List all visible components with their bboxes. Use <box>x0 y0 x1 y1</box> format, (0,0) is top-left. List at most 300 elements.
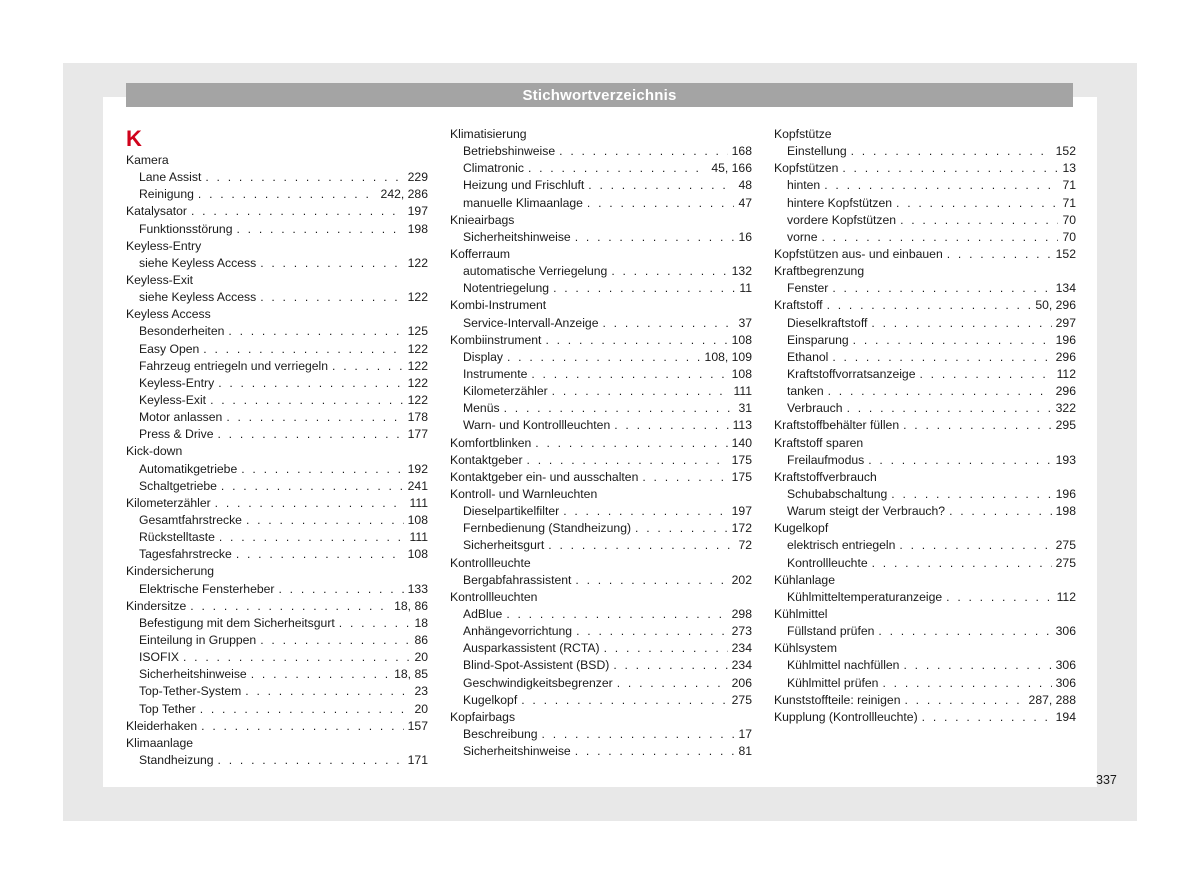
leader-dots <box>332 358 404 375</box>
entry-term: Easy Open <box>139 341 200 356</box>
entry-term: Ausparkassistent (RCTA) <box>463 641 600 656</box>
index-heading: Kindersicherung <box>126 564 215 579</box>
index-subentry <box>126 512 428 529</box>
entry-term: Betriebshinweise <box>463 144 556 159</box>
leader-dots <box>527 452 728 469</box>
entry-page-ref: 45, 166 <box>711 161 752 176</box>
leader-dots <box>218 426 404 443</box>
leader-dots <box>553 280 735 297</box>
index-subentry <box>450 743 752 760</box>
entry-page-ref: 192 <box>407 461 428 476</box>
entry-page-ref: 18, 86 <box>394 598 428 613</box>
entry-term: Verbrauch <box>787 401 843 416</box>
leader-dots <box>260 289 403 306</box>
entry-term: Funktionsstörung <box>139 221 233 236</box>
entry-term: Top Tether <box>139 701 196 716</box>
entry-term: Tagesfahrstrecke <box>139 547 232 562</box>
entry-term: Automatikgetriebe <box>139 461 238 476</box>
leader-dots <box>575 572 727 589</box>
index-heading: Keyless Access <box>126 307 211 322</box>
entry-page-ref: 11 <box>739 281 752 296</box>
entry-term: elektrisch entriegeln <box>787 538 896 553</box>
entry-term: Sicherheitshinweise <box>139 667 247 682</box>
index-subentry <box>774 452 1076 469</box>
index-heading: Kühlanlage <box>774 572 835 587</box>
index-subentry <box>450 280 752 297</box>
index-entries <box>126 152 428 769</box>
index-subentry <box>774 349 1076 366</box>
entry-page-ref: 273 <box>731 624 752 639</box>
entry-term: Kilometerzähler <box>126 495 211 510</box>
leader-dots <box>613 657 727 674</box>
index-heading: Kühlsystem <box>774 641 837 656</box>
index-subentry <box>774 623 1076 640</box>
index-subentry <box>450 366 752 383</box>
index-subentry <box>774 280 1076 297</box>
entry-term: Kindersitze <box>126 598 187 613</box>
leader-dots <box>871 315 1051 332</box>
entry-term: automatische Verriegelung <box>463 264 608 279</box>
entry-term: Kontaktgeber ein- und ausschalten <box>450 469 639 484</box>
index-subentry <box>126 683 428 700</box>
entry-page-ref: 234 <box>731 641 752 656</box>
leader-dots <box>201 718 404 735</box>
entry-term: Blind-Spot-Assistent (BSD) <box>463 658 610 673</box>
index-subentry <box>126 392 428 409</box>
entry-term: Top-Tether-System <box>139 684 242 699</box>
index-subentry <box>126 752 428 769</box>
entry-term: Warum steigt der Verbrauch? <box>787 504 946 519</box>
index-subentry <box>774 400 1076 417</box>
index-entry <box>450 435 752 452</box>
leader-dots <box>896 195 1058 212</box>
index-entry <box>450 469 752 486</box>
entry-term: Komfortblinken <box>450 435 532 450</box>
entry-term: Kühlmittel prüfen <box>787 675 879 690</box>
leader-dots <box>822 229 1059 246</box>
index-subentry <box>774 143 1076 160</box>
leader-dots <box>506 606 727 623</box>
entry-page-ref: 296 <box>1055 384 1076 399</box>
entry-term: Notentriegelung <box>463 281 550 296</box>
index-subentry <box>450 143 752 160</box>
index-subentry <box>450 692 752 709</box>
leader-dots <box>604 640 728 657</box>
index-column-3 <box>774 126 1076 726</box>
entry-term: siehe Keyless Access <box>139 290 257 305</box>
entry-page-ref: 20 <box>414 701 428 716</box>
entry-term: Kupplung (Kontrollleuchte) <box>774 709 918 724</box>
index-subentry <box>450 400 752 417</box>
section-letter: K <box>126 126 142 151</box>
index-subentry <box>450 623 752 640</box>
leader-dots <box>614 417 728 434</box>
entry-page-ref: 111 <box>409 495 428 510</box>
index-entry <box>450 332 752 349</box>
page-title-bar <box>126 83 1073 107</box>
entry-page-ref: 242, 286 <box>380 187 428 202</box>
entry-page-ref: 175 <box>731 452 752 467</box>
index-entry <box>126 718 428 735</box>
leader-dots <box>191 203 404 220</box>
index-subentry <box>450 417 752 434</box>
entry-page-ref: 70 <box>1062 229 1076 244</box>
leader-dots <box>260 255 403 272</box>
entry-page-ref: 71 <box>1062 195 1076 210</box>
leader-dots <box>868 452 1051 469</box>
index-subentry <box>126 255 428 272</box>
index-subentry <box>126 478 428 495</box>
entry-page-ref: 20 <box>414 650 428 665</box>
entry-term: Menüs <box>463 401 500 416</box>
entry-term: Lane Assist <box>139 170 202 185</box>
index-subentry <box>450 726 752 743</box>
leader-dots <box>219 529 406 546</box>
entry-page-ref: 133 <box>407 581 428 596</box>
entry-term: vorne <box>787 229 818 244</box>
entry-page-ref: 112 <box>1056 589 1076 604</box>
index-subentry <box>450 640 752 657</box>
entry-page-ref: 175 <box>731 469 752 484</box>
index-column-1 <box>126 126 428 769</box>
entry-page-ref: 16 <box>738 229 752 244</box>
leader-dots <box>587 195 735 212</box>
entry-term: manuelle Klimaanlage <box>463 195 583 210</box>
entry-term: Kühlmittel nachfüllen <box>787 658 900 673</box>
leader-dots <box>642 469 727 486</box>
index-subentry <box>126 666 428 683</box>
leader-dots <box>588 177 734 194</box>
leader-dots <box>903 417 1052 434</box>
entry-term: Kilometerzähler <box>463 384 548 399</box>
entry-page-ref: 122 <box>407 255 428 270</box>
leader-dots <box>920 366 1053 383</box>
index-subentry <box>126 615 428 632</box>
leader-dots <box>241 461 403 478</box>
entry-page-ref: 193 <box>1055 452 1076 467</box>
entry-term: Dieselkraftstoff <box>787 315 868 330</box>
index-heading: Kontroll- und Warnleuchten <box>450 486 598 501</box>
entry-term: Kontaktgeber <box>450 452 523 467</box>
index-heading: Kraftstoff sparen <box>774 435 864 450</box>
entry-term: Kontrollleuchte <box>787 555 868 570</box>
index-subentry <box>450 606 752 623</box>
leader-dots <box>904 692 1024 709</box>
entry-term: Kraftstoff <box>774 298 823 313</box>
entry-term: Gesamtfahrstrecke <box>139 512 242 527</box>
index-subentry <box>450 160 752 177</box>
entry-term: Keyless-Exit <box>139 392 207 407</box>
entry-term: Kunststoffteile: reinigen <box>774 692 901 707</box>
entry-page-ref: 18, 85 <box>394 667 428 682</box>
leader-dots <box>824 177 1058 194</box>
entry-page-ref: 295 <box>1055 418 1076 433</box>
leader-dots <box>218 752 404 769</box>
entry-term: Fernbedienung (Standheizung) <box>463 521 632 536</box>
index-subentry <box>450 503 752 520</box>
leader-dots <box>246 512 404 529</box>
leader-dots <box>210 392 404 409</box>
entry-page-ref: 122 <box>407 375 428 390</box>
index-heading: Kamera <box>126 153 169 167</box>
entry-page-ref: 198 <box>407 221 428 236</box>
index-subentry <box>126 358 428 375</box>
leader-dots <box>575 743 735 760</box>
entry-page-ref: 37 <box>738 315 752 330</box>
index-subentry <box>126 323 428 340</box>
leader-dots <box>635 520 728 537</box>
entry-page-ref: 134 <box>1055 281 1076 296</box>
leader-dots <box>215 495 406 512</box>
entry-term: Schubabschaltung <box>787 486 888 501</box>
leader-dots <box>205 169 403 186</box>
index-entry <box>450 452 752 469</box>
index-entry <box>774 417 1076 434</box>
entry-page-ref: 13 <box>1062 161 1076 176</box>
index-subentry <box>774 315 1076 332</box>
entry-page-ref: 177 <box>407 427 428 442</box>
index-heading: Kick-down <box>126 444 183 459</box>
index-subentry <box>126 375 428 392</box>
index-subentry <box>774 537 1076 554</box>
entry-term: hinten <box>787 178 821 193</box>
entry-term: Geschwindigkeitsbegrenzer <box>463 675 613 690</box>
entry-page-ref: 122 <box>407 290 428 305</box>
entry-page-ref: 298 <box>731 606 752 621</box>
index-heading: Kraftbegrenzung <box>774 264 865 279</box>
index-heading: Kombi-Instrument <box>450 298 547 313</box>
entry-page-ref: 296 <box>1055 349 1076 364</box>
leader-dots <box>339 615 411 632</box>
entry-term: Keyless-Entry <box>139 375 215 390</box>
leader-dots <box>832 349 1051 366</box>
entry-term: Kugelkopf <box>463 692 518 707</box>
entry-page-ref: 47 <box>738 195 752 210</box>
entry-term: Press & Drive <box>139 427 214 442</box>
entry-page-ref: 202 <box>731 572 752 587</box>
entry-page-ref: 108 <box>731 366 752 381</box>
entry-page-ref: 125 <box>407 324 428 339</box>
entry-term: Sicherheitshinweise <box>463 229 571 244</box>
entry-page-ref: 171 <box>407 752 428 767</box>
leader-dots <box>900 212 1058 229</box>
index-subentry <box>450 657 752 674</box>
index-heading: Kontrollleuchte <box>450 555 531 570</box>
leader-dots <box>878 623 1051 640</box>
index-subentry <box>126 649 428 666</box>
entry-term: Reinigung <box>139 187 194 202</box>
leader-dots <box>832 280 1051 297</box>
leader-dots <box>903 657 1051 674</box>
leader-dots <box>260 632 410 649</box>
index-subentry <box>126 529 428 546</box>
leader-dots <box>851 143 1052 160</box>
entry-term: Ethanol <box>787 349 829 364</box>
leader-dots <box>545 332 727 349</box>
leader-dots <box>245 683 410 700</box>
index-subentry <box>774 657 1076 674</box>
entry-term: Kleiderhaken <box>126 718 198 733</box>
entry-page-ref: 71 <box>1062 178 1076 193</box>
index-subentry <box>774 195 1076 212</box>
entry-page-ref: 287, 288 <box>1028 692 1076 707</box>
entry-term: siehe Keyless Access <box>139 255 257 270</box>
entry-page-ref: 196 <box>1055 332 1076 347</box>
leader-dots <box>190 598 390 615</box>
entry-term: hintere Kopfstützen <box>787 195 893 210</box>
entry-term: Kraftstoffvorratsanzeige <box>787 366 916 381</box>
entry-term: Füllstand prüfen <box>787 624 875 639</box>
entry-page-ref: 275 <box>1055 538 1076 553</box>
index-heading: Klimatisierung <box>450 127 527 141</box>
entry-term: Katalysator <box>126 204 187 219</box>
index-subentry <box>126 546 428 563</box>
leader-dots <box>535 435 727 452</box>
entry-page-ref: 132 <box>731 264 752 279</box>
leader-dots <box>872 555 1052 572</box>
index-heading: Kraftstoffverbrauch <box>774 469 877 484</box>
leader-dots <box>528 160 707 177</box>
index-heading: Kopfstütze <box>774 127 832 141</box>
entry-page-ref: 112 <box>1056 366 1076 381</box>
index-heading: Kontrollleuchten <box>450 589 538 604</box>
leader-dots <box>922 709 1052 726</box>
leader-dots <box>251 666 390 683</box>
entry-page-ref: 31 <box>738 401 752 416</box>
leader-dots <box>576 623 728 640</box>
entry-page-ref: 297 <box>1055 315 1076 330</box>
index-subentry <box>126 409 428 426</box>
leader-dots <box>278 581 403 598</box>
entry-page-ref: 108 <box>731 332 752 347</box>
entry-term: Freilaufmodus <box>787 452 865 467</box>
entry-page-ref: 172 <box>731 521 752 536</box>
leader-dots <box>828 383 1052 400</box>
entry-term: Bergabfahrassistent <box>463 572 572 587</box>
entry-term: Kombiinstrument <box>450 332 542 347</box>
entry-page-ref: 70 <box>1062 212 1076 227</box>
entry-page-ref: 111 <box>409 530 428 545</box>
entry-term: Display <box>463 349 503 364</box>
entry-term: Heizung und Frischluft <box>463 178 585 193</box>
entry-page-ref: 50, 296 <box>1035 298 1076 313</box>
index-subentry <box>774 555 1076 572</box>
leader-dots <box>226 409 403 426</box>
entry-term: Anhängevorrichtung <box>463 624 573 639</box>
page-title: Stichwortverzeichnis <box>522 86 677 104</box>
entry-term: tanken <box>787 384 824 399</box>
entry-term: Besonderheiten <box>139 324 225 339</box>
index-subentry <box>774 212 1076 229</box>
entry-term: vordere Kopfstützen <box>787 212 897 227</box>
leader-dots <box>228 323 403 340</box>
entry-page-ref: 108, 109 <box>704 349 752 364</box>
leader-dots <box>200 701 411 718</box>
entry-page-ref: 17 <box>738 726 752 741</box>
index-entry <box>774 297 1076 314</box>
entry-page-ref: 306 <box>1055 658 1076 673</box>
leader-dots <box>827 297 1032 314</box>
entry-term: Motor anlassen <box>139 410 223 425</box>
index-subentry <box>450 537 752 554</box>
leader-dots <box>842 160 1058 177</box>
entry-term: Warn- und Kontrollleuchten <box>463 418 611 433</box>
entry-page-ref: 72 <box>738 538 752 553</box>
leader-dots <box>847 400 1052 417</box>
leader-dots <box>899 537 1051 554</box>
index-entry <box>126 203 428 220</box>
index-subentry <box>774 229 1076 246</box>
leader-dots <box>882 675 1051 692</box>
entry-page-ref: 140 <box>731 435 752 450</box>
index-entry <box>126 495 428 512</box>
entry-term: Fenster <box>787 281 829 296</box>
index-subentry <box>450 177 752 194</box>
entry-page-ref: 194 <box>1055 709 1076 724</box>
leader-dots <box>947 246 1052 263</box>
index-subentry <box>126 221 428 238</box>
leader-dots <box>521 692 727 709</box>
index-subentry <box>126 461 428 478</box>
entry-page-ref: 275 <box>1055 555 1076 570</box>
entry-term: Standheizung <box>139 752 214 767</box>
leader-dots <box>198 186 377 203</box>
entry-page-ref: 322 <box>1055 401 1076 416</box>
index-subentry <box>126 341 428 358</box>
entry-term: Kraftstoffbehälter füllen <box>774 418 900 433</box>
index-subentry <box>126 426 428 443</box>
entry-page-ref: 275 <box>731 692 752 707</box>
entry-page-ref: 196 <box>1055 486 1076 501</box>
index-heading: Kühlmittel <box>774 606 828 621</box>
entry-page-ref: 168 <box>731 144 752 159</box>
entry-page-ref: 178 <box>407 410 428 425</box>
entry-term: Dieselpartikelfilter <box>463 504 560 519</box>
leader-dots <box>559 143 728 160</box>
entry-term: Schaltgetriebe <box>139 478 217 493</box>
entry-page-ref: 108 <box>407 512 428 527</box>
entry-page-ref: 157 <box>407 718 428 733</box>
entry-term: ISOFIX <box>139 650 179 665</box>
index-heading: Kopfairbags <box>450 709 516 724</box>
entry-term: Einstellung <box>787 144 847 159</box>
index-heading: Kofferraum <box>450 246 511 261</box>
entry-page-ref: 198 <box>1055 504 1076 519</box>
entry-term: AdBlue <box>463 606 503 621</box>
entry-term: Kühlmitteltemperaturanzeige <box>787 589 943 604</box>
leader-dots <box>504 400 735 417</box>
entry-page-ref: 306 <box>1055 624 1076 639</box>
index-entry <box>126 598 428 615</box>
index-subentry <box>126 581 428 598</box>
entry-page-ref: 197 <box>731 504 752 519</box>
index-subentry <box>774 383 1076 400</box>
entry-page-ref: 86 <box>414 632 428 647</box>
entry-page-ref: 122 <box>407 392 428 407</box>
entry-page-ref: 152 <box>1055 144 1076 159</box>
index-entries <box>774 126 1076 726</box>
leader-dots <box>617 675 728 692</box>
leader-dots <box>221 478 404 495</box>
leader-dots <box>507 349 701 366</box>
index-subentry <box>450 383 752 400</box>
leader-dots <box>891 486 1051 503</box>
entry-page-ref: 18 <box>414 615 428 630</box>
index-subentry <box>126 169 428 186</box>
entry-term: Einsparung <box>787 332 849 347</box>
entry-term: Climatronic <box>463 161 524 176</box>
index-entry <box>774 246 1076 263</box>
